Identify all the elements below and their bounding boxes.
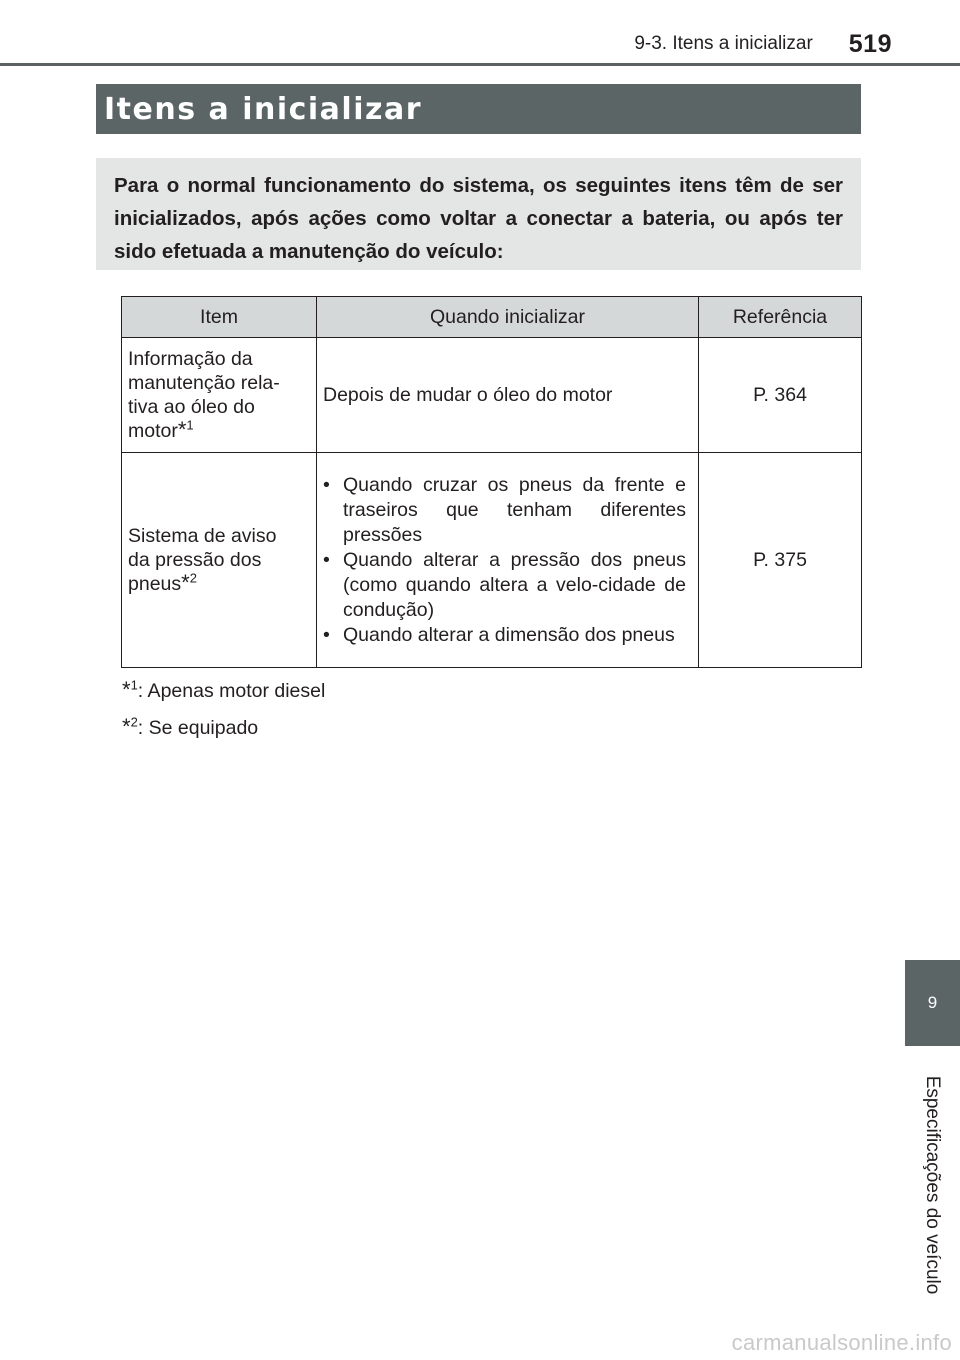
reference-cell: P. 375	[699, 453, 862, 668]
bullet-icon: •	[323, 473, 330, 496]
bullet-item	[323, 623, 686, 648]
items-table	[121, 296, 862, 668]
page-title: Itens a inicializar	[104, 91, 422, 127]
bullet-item	[323, 473, 686, 548]
footnote-asterisk: *	[122, 677, 131, 702]
table-row	[122, 453, 862, 668]
when-cell: Depois de mudar o óleo do motor	[317, 338, 699, 453]
column-header-reference: Referência	[699, 297, 862, 338]
bullet-item	[323, 548, 686, 623]
bullet-icon: •	[323, 623, 330, 646]
bullet-list	[323, 473, 686, 648]
footnote-asterisk: *	[181, 570, 190, 595]
chapter-number: 9	[927, 993, 938, 1012]
bullet-text: Quando alterar a pressão dos pneus (como quando altera a velo-cidade de condução)	[343, 548, 686, 621]
column-header-item: Item	[122, 297, 317, 338]
table-row	[122, 338, 862, 453]
chapter-label: Especificações do veículo	[922, 1075, 943, 1295]
title-bar	[96, 84, 861, 134]
footnote-asterisk: *	[177, 417, 187, 442]
bullet-text: Quando alterar a dimensão dos pneus	[343, 623, 675, 646]
section-reference: 9-3. Itens a inicializar	[634, 33, 813, 54]
item-line: tiva ao óleo do	[128, 396, 255, 418]
watermark: carmanualsonline.info	[731, 1330, 952, 1355]
reference-cell: P. 364	[699, 338, 862, 453]
item-line: pneus	[128, 573, 182, 595]
running-header	[0, 30, 892, 58]
item-line: motor	[128, 420, 178, 442]
item-cell	[122, 453, 317, 668]
footnote	[122, 714, 259, 740]
item-line: Informação da	[128, 348, 253, 370]
bullet-text: Quando cruzar os pneus da frente e traseiros que tenham diferentes pressões	[343, 473, 686, 546]
intro-box	[96, 158, 861, 270]
footnote-number: 1	[186, 417, 194, 433]
footnote-number: 2	[189, 570, 197, 586]
footnote-number: 2	[130, 714, 138, 730]
header-rule	[0, 63, 960, 66]
item-line: Sistema de aviso	[128, 525, 277, 547]
item-line: manutenção rela-	[128, 372, 280, 394]
footnote-text: : Apenas motor diesel	[137, 680, 326, 702]
page-number: 519	[848, 29, 892, 58]
footnote	[122, 677, 326, 703]
item-line: da pressão dos	[128, 549, 262, 571]
item-cell	[122, 338, 317, 453]
chapter-tab	[905, 960, 960, 1046]
footnote-number: 1	[130, 677, 138, 693]
column-header-when: Quando inicializar	[317, 297, 699, 338]
footnote-asterisk: *	[122, 714, 131, 739]
footnote-text: : Se equipado	[137, 717, 259, 739]
when-cell	[317, 453, 699, 668]
table-header-row	[122, 297, 862, 338]
intro-text: Para o normal funcionamento do sistema, os seguintes itens têm de ser inicializados, após ações como voltar a conectar a bateria, ou após ter sido efetuada a manutenção do veículo:	[114, 174, 843, 263]
bullet-icon: •	[323, 548, 330, 571]
